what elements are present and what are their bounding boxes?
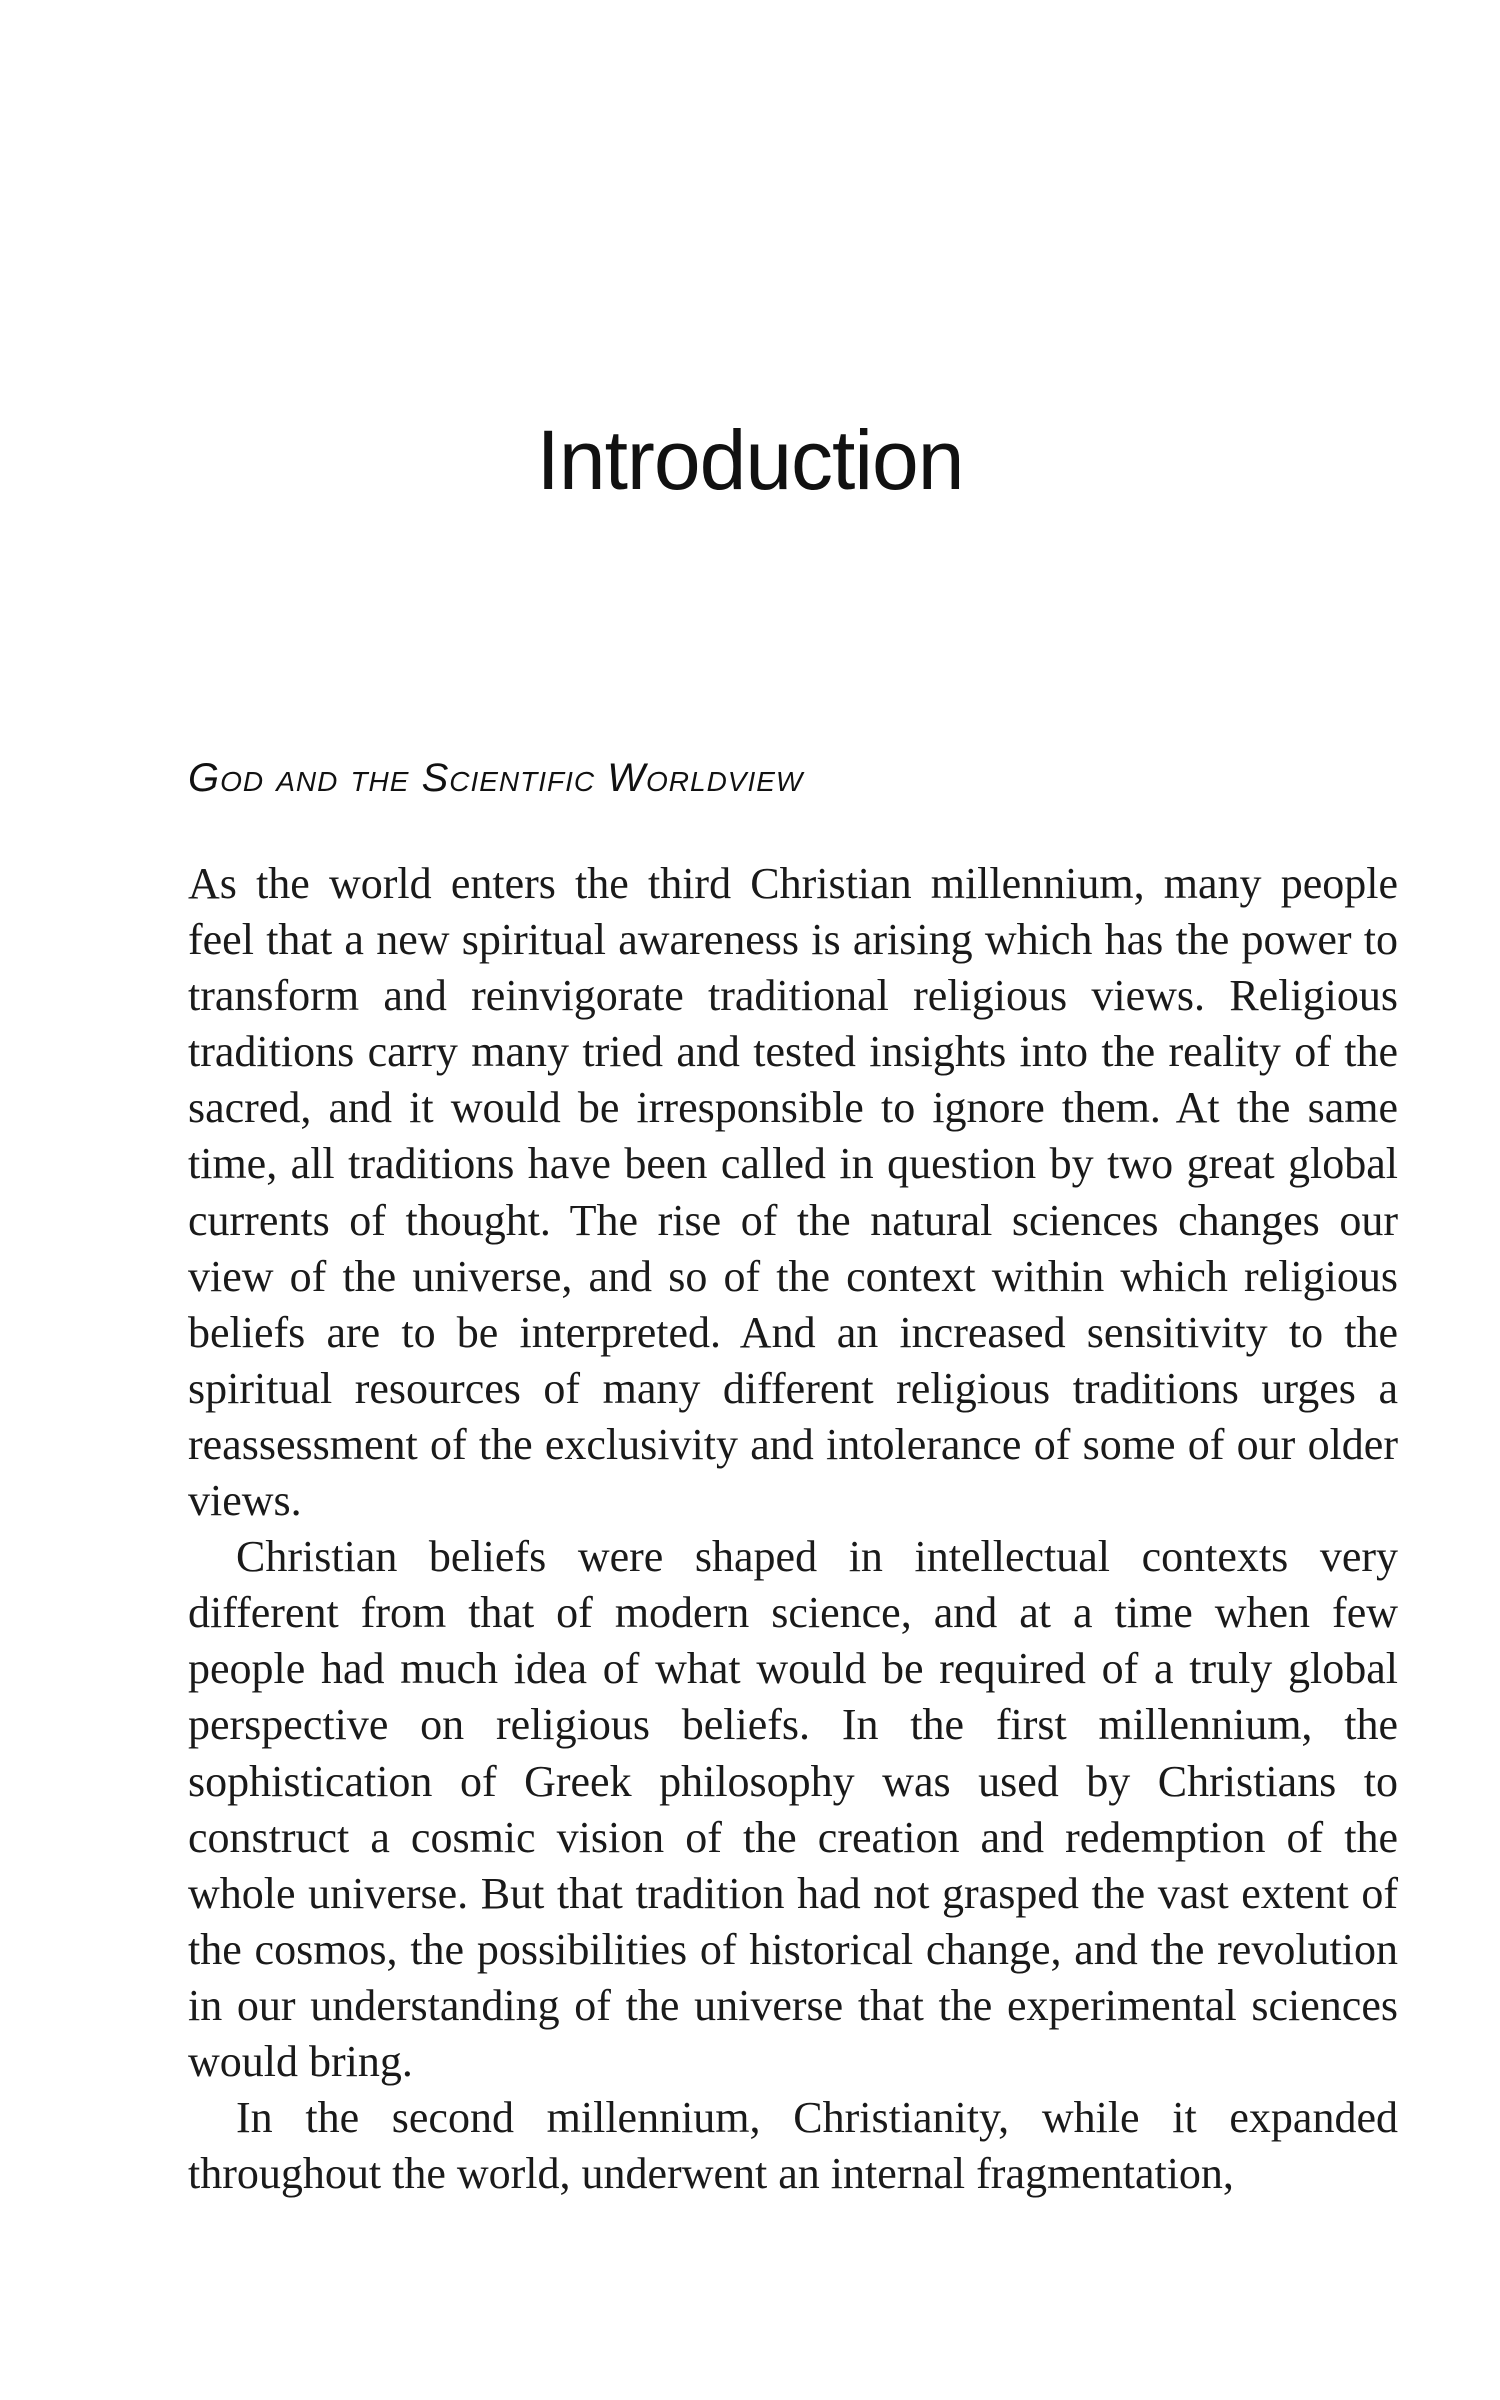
paragraph-1: As the world enters the third Christian millennium, many people feel that a new spiritual awareness is arising which has the power to transform and reinvigorate traditional religious views. Religious traditions carry many tried and tested insights into the reality of the sacred, and it would be irresponsible to ignore them. At the same time, all traditions have been called in question by two great global currents of thought. The rise of the natural sciences changes our view of the universe, and so of the context within which religious beliefs are to be interpreted. And an increased sensitivity to the spiritual resources of many different religious traditions urges a reassessment of the exclusivity and intolerance of some of our older views.: [188, 859, 1398, 1526]
body-text: [188, 856, 1398, 2202]
chapter-title: Introduction: [536, 413, 964, 507]
section-heading: God and the Scientific Worldview: [188, 756, 804, 800]
paragraph-3: In the second millennium, Christianity, while it expanded throughout the world, underwent an internal fragmentation,: [188, 2093, 1398, 2199]
paragraph-2: Christian beliefs were shaped in intellectual contexts very different from that of modern science, and at a time when few people had much idea of what would be required of a truly global perspective on religious beliefs. In the first millennium, the sophistication of Greek philosophy was used by Christians to construct a cosmic vision of the creation and redemption of the whole universe. But that tradition had not grasped the vast extent of the cosmos, the possibilities of historical change, and the revolution in our understanding of the universe that the experimental sciences would bring.: [188, 1532, 1398, 2086]
